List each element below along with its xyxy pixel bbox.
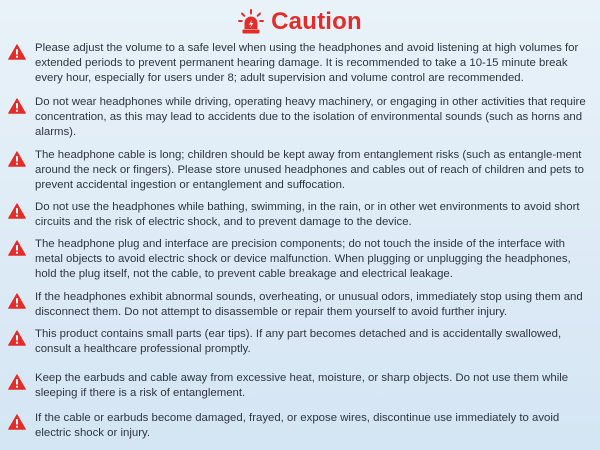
warning-triangle-icon [8, 44, 26, 60]
warning-text: Keep the earbuds and cable away from excessive heat, moisture, or sharp objects. Do not use them while sleeping if there is a risk of entanglement. [35, 372, 569, 399]
warning-triangle-icon [8, 98, 26, 114]
warning-triangle-icon [8, 414, 26, 430]
warning-text: If the headphones exhibit abnormal sounds, overheating, or unusual odors, immediately stop using them and disconnect them. Do not attempt to disassemble or repair them yourself to avoid further injury. [35, 291, 583, 318]
warning-triangle-icon [8, 203, 26, 219]
warning-text: Do not use the headphones while bathing, swimming, in the rain, or in other wet environments to avoid short circuits and the risk of electric shock, and to prevent damage to the device. [35, 201, 580, 228]
warning-text: If the cable or earbuds become damaged, frayed, or expose wires, discontinue use immediately to avoid electric shock or injury. [35, 412, 560, 439]
caution-title: Caution [271, 8, 362, 35]
warning-triangle-icon [8, 374, 26, 390]
warning-text: This product contains small parts (ear tips). If any part becomes detached and is accidentally swallowed, consult a healthcare professional promptly. [35, 328, 562, 355]
warning-text: Please adjust the volume to a safe level when using the headphones and avoid listening at high volumes for extended periods to prevent permanent hearing damage. It is recommended to take a 10-15 minute break every hour, especially for users under 8; adult supervision and volume control are recommended. [35, 42, 579, 84]
warning-text: The headphone cable is long; children should be kept away from entanglement risks (such as entangle-ment around the neck or fingers). Please store unused headphones and cables out of reach of children and pets to prevent accidental ingestion or entanglement and suffocation. [35, 149, 585, 191]
warning-text: The headphone plug and interface are precision components; do not touch the inside of the interface with metal objects to avoid electric shock or device malfunction. When plugging or unplugging the headphones, hold the plug itself, not the cable, to prevent cable breakage and electrical leakage. [35, 238, 571, 280]
warning-text: Do not wear headphones while driving, operating heavy machinery, or engaging in other activities that require concentration, as this may lead to accidents due to the isolation of environmental sounds (such as horns and alarms). [35, 96, 586, 138]
caution-header [0, 6, 600, 38]
warning-triangle-icon [8, 151, 26, 167]
warning-triangle-icon [8, 330, 26, 346]
alarm-light-icon [238, 9, 264, 35]
warning-triangle-icon [8, 293, 26, 309]
warning-triangle-icon [8, 240, 26, 256]
